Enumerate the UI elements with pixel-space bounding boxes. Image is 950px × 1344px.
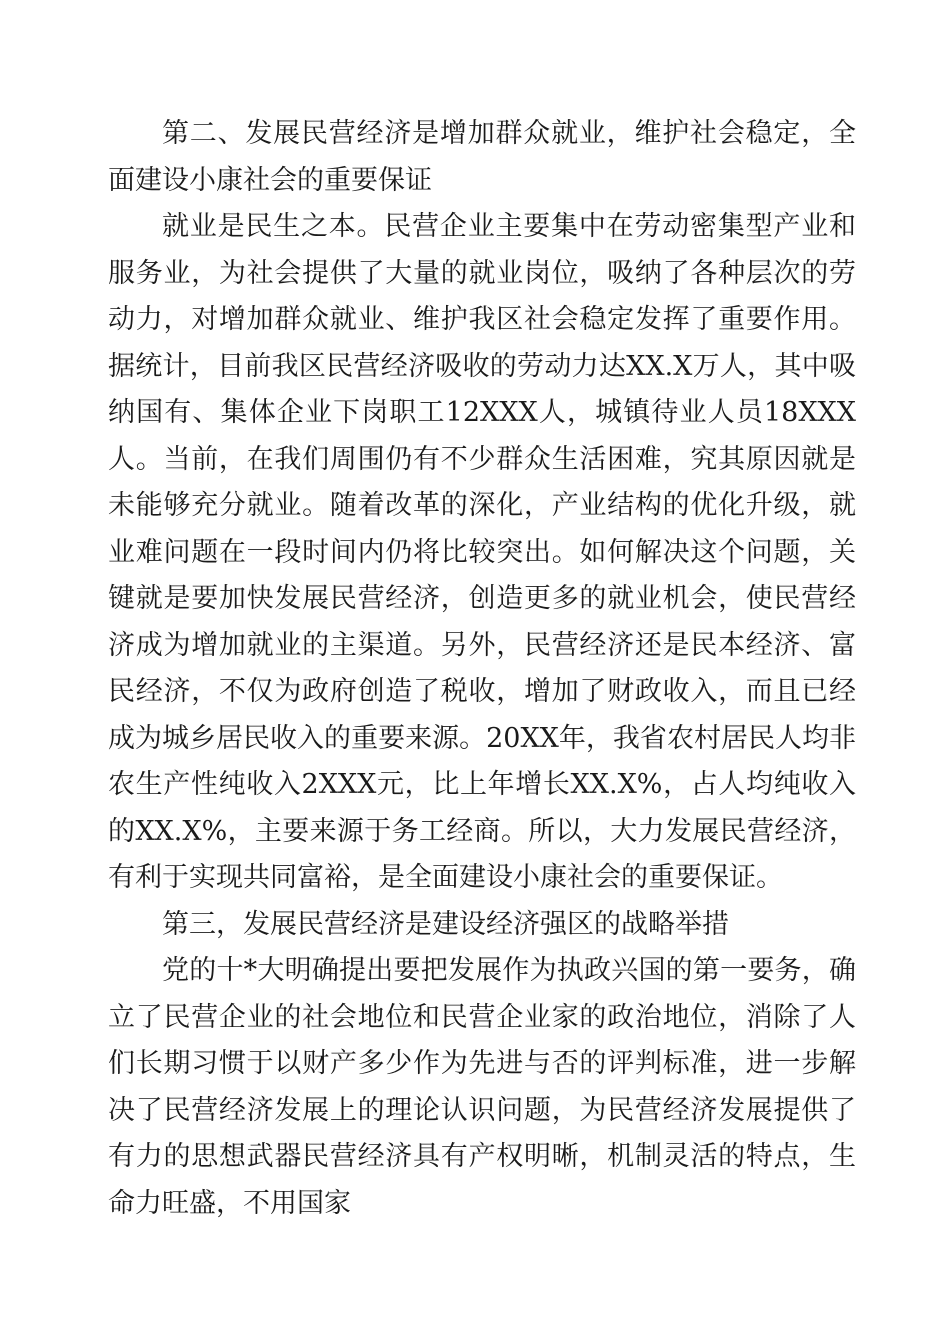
section-heading-3: 第三，发展民营经济是建设经济强区的战略举措: [162, 908, 729, 940]
body-paragraph-employment: 就业是民生之本。民营企业主要集中在劳动密集型产业和服务业，为社会提供了大量的就业岗位，吸纳了各种层次的劳动力，对增加群众就业、维护我区社会稳定发挥了重要作用。据统计，目前我区民营经济吸收的劳动力达XX.X万人，其中吸纳国有、集体企业下岗职工12XXX人，城镇待业人员18XXX人。当前，在我们周围仍有不少群众生活困难，究其原因就是未能够充分就业。随着改革的深化，产业结构的优化升级，就业难问题在一段时间内仍将比较突出。如何解决这个问题，关键就是要加快发展民营经济，创造更多的就业机会，使民营经济成为增加就业的主渠道。另外，民营经济还是民本经济、富民经济，不仅为政府创造了税收，增加了财政收入，而且已经成为城乡居民收入的重要来源。20XX年，我省农村居民人均非农生产性纯收入2XXX元，比上年增长XX.X%，占人均纯收入的XX.X%，主要来源于务工经商。所以，大力发展民营经济，有利于实现共同富裕，是全面建设小康社会的重要保证。: [108, 211, 856, 893]
body-paragraph-strategy: 党的十*大明确提出要把发展作为执政兴国的第一要务，确立了民营企业的社会地位和民营企业家的政治地位，消除了人们长期习惯于以财产多少作为先进与否的评判标准，进一步解决了民营经济发展上的理论认识问题，为民营经济发展提供了有力的思想武器民营经济具有产权明晰，机制灵活的特点，生命力旺盛，不用国家: [108, 955, 856, 1219]
section-heading-2: 第二、发展民营经济是增加群众就业，维护社会稳定，全面建设小康社会的重要保证: [108, 118, 856, 196]
document-body: [108, 111, 856, 1227]
